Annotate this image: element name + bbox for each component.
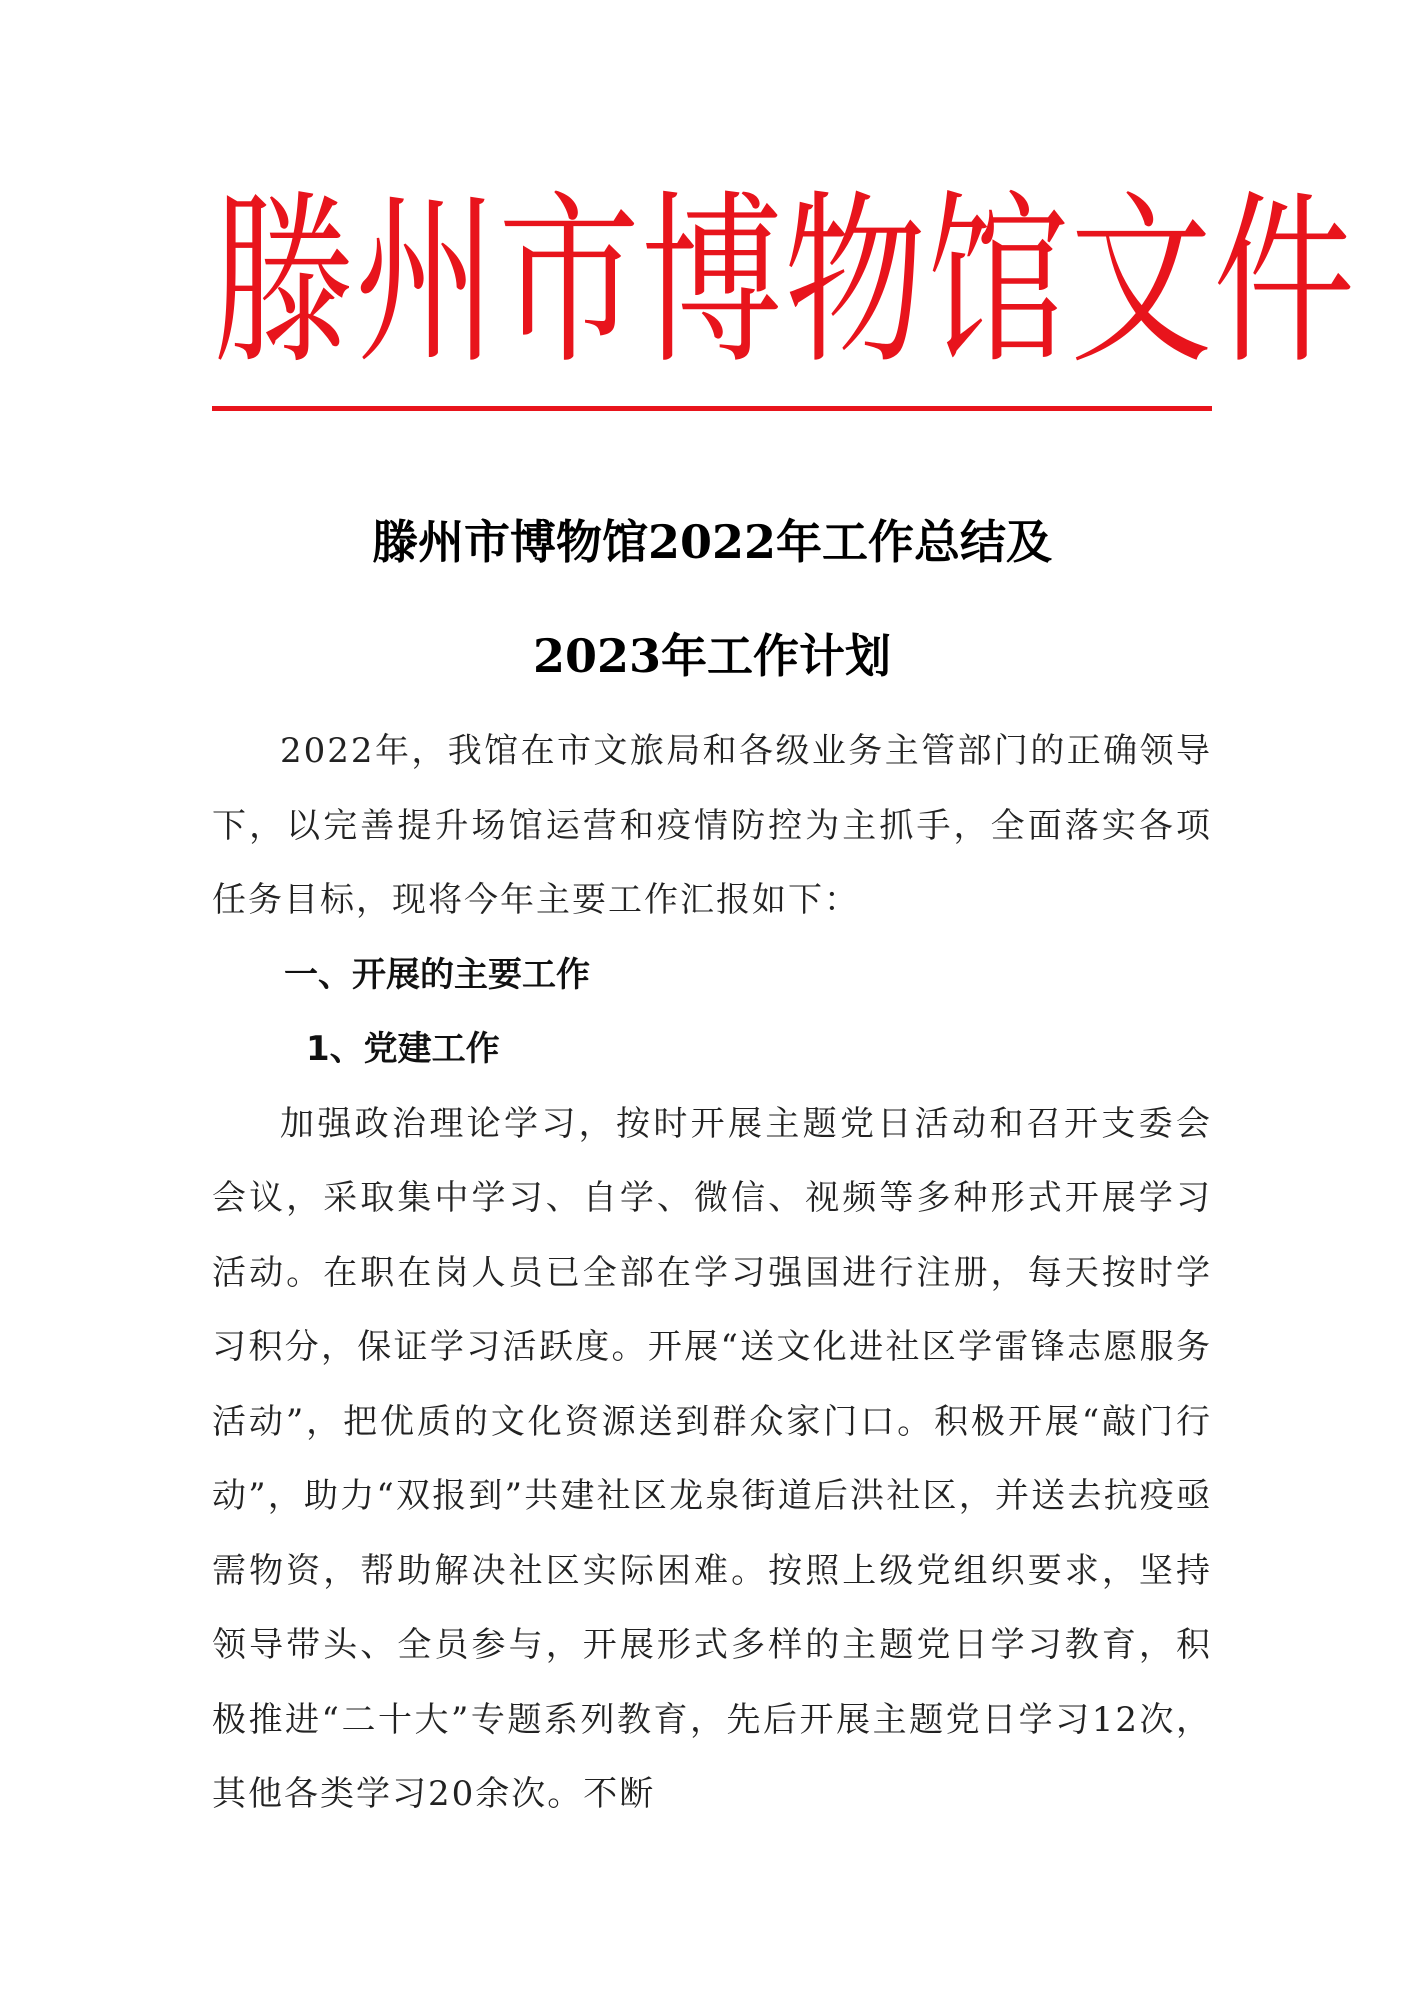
masthead-red-rule xyxy=(212,406,1212,411)
document-title-line-2: 2023年工作计划 xyxy=(532,629,892,683)
document-body xyxy=(212,714,1212,1832)
section-heading: 一、开展的主要工作 xyxy=(284,954,590,995)
subsection-heading: 1、党建工作 xyxy=(306,1029,500,1069)
intro-paragraph: 2022年，我馆在市文旅局和各级业务主管部门的正确领导下，以完善提升场馆运营和疫情防控为主抓手，全面落实各项任务目标，现将今年主要工作汇报如下： xyxy=(212,731,1212,920)
masthead-title: 滕州市博物馆文件 xyxy=(212,175,1356,390)
party-building-paragraph: 加强政治理论学习，按时开展主题党日活动和召开支委会会议，采取集中学习、自学、微信、视频等多种形式开展学习活动。在职在岗人员已全部在学习强国进行注册，每天按时学习积分，保证学习活跃度。开展“送文化进社区学雷锋志愿服务活动”，把优质的文化资源送到群众家门口。积极开展“敲门行动”，助力“双报到”共建社区龙泉街道后洪社区，并送去抗疫亟需物资，帮助解决社区实际困难。按照上级党组织要求，坚持领导带头、全员参与，开展形式多样的主题党日学习教育，积极推进“二十大”专题系列教育，先后开展主题党日学习12次，其他各类学习20余次。不断 xyxy=(212,1103,1212,1814)
document-title-line-1: 滕州市博物馆2022年工作总结及 xyxy=(371,515,1053,569)
